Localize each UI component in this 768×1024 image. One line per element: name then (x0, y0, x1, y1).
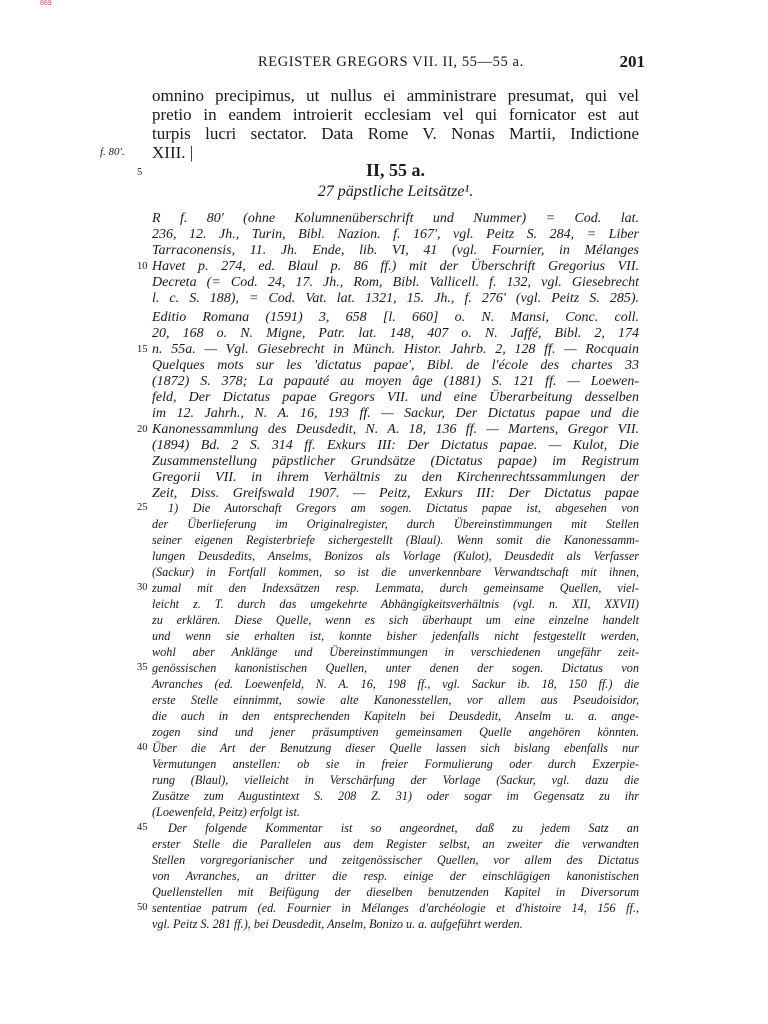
line-number: 5 (137, 167, 143, 178)
footnote-line: von Avranches, an dritter die resp. einige der einschlägigen kanonistischen (152, 869, 639, 883)
line-number: 40 (137, 742, 148, 753)
apparatus-line: (1872) S. 378; La papauté au moyen âge (1881) S. 121 ff. — Loewen- (152, 374, 639, 389)
line-number: 25 (137, 502, 148, 513)
apparatus-line: Quelques mots sur les 'dictatus papae', Bibl. de l'école des chartes 33 (152, 358, 639, 373)
body-text-line: XIII. | (152, 143, 194, 162)
page-number: 201 (619, 52, 645, 71)
footnote-line: Vermutungen anstellen: ob sie in freier Formulierung oder durch Exzerpie- (152, 757, 639, 771)
line-number: 35 (137, 662, 148, 673)
apparatus-line: Zeit, Diss. Greifswald 1907. — Peitz, Exkurs III: Der Dictatus papae (152, 486, 639, 501)
footnote-line: zogen sind und jener präsumptiven gemeinsamen Quelle angehören könnten. (152, 725, 639, 739)
body-text-line: turpis lucri sectator. Data Rome V. Nonas Martii, Indictione (152, 124, 639, 143)
apparatus-line: R f. 80' (ohne Kolumnenüberschrift und Nummer) = Cod. lat. (152, 211, 639, 226)
footnote-line: wohl aber Anklänge und Übereinstimmungen in verschiedenen ungefähr zeit- (152, 645, 639, 659)
line-number: 50 (137, 902, 148, 913)
line-number: 10 (137, 261, 148, 272)
line-number: 30 (137, 582, 148, 593)
footnote-line: zumal mit den Indexsätzen resp. Lemmata, durch gemeinsame Quellen, viel- (152, 581, 639, 595)
apparatus-line: feld, Der Dictatus papae Gregors VII. und eine Überarbeitung desselben (152, 390, 639, 405)
folio-margin-note: f. 80'. (100, 146, 125, 158)
footnote-line: seiner eigenen Registerbriefe sichergestellt (Blaul). Wenn somit die Kanonessamm- (152, 533, 639, 547)
section-title: II, 55 a. (365, 160, 425, 180)
footnote-line: Avranches (ed. Loewenfeld, N. A. 16, 198 ff., vgl. Sackur ib. 18, 150 ff.) die (152, 677, 639, 691)
body-text-line: omnino precipimus, ut nullus ei amministrare presumat, qui vel (152, 86, 639, 105)
footnote-line: und wenn sie erhalten ist, konnte bisher jedenfalls nicht festgestellt werden, (152, 629, 639, 643)
apparatus-line: Tarraconensis, 11. Jh. Ende, lib. VI, 41 (vgl. Fournier, in Mélanges (152, 243, 639, 258)
line-number: 15 (137, 344, 148, 355)
apparatus-line: l. c. S. 188), = Cod. Vat. lat. 1321, 15. Jh., f. 276' (vgl. Peitz S. 285). (152, 291, 639, 306)
page-header (230, 52, 645, 74)
line-number: 45 (137, 822, 148, 833)
apparatus-line: Zusammenstellung päpstlicher Grundsätze (Dictatus papae) im Registrum (152, 454, 639, 469)
footnote-line: (Sackur) in Fortfall kommen, so ist die unverkennbare Verwandtschaft mit ihnen, (152, 565, 639, 579)
running-head: REGISTER GREGORS VII. II, 55—55 a. (258, 54, 524, 70)
apparatus-line: Editio Romana (1591) 3, 658 [l. 660] o. N. Mansi, Conc. coll. (152, 310, 639, 325)
apparatus-line: Kanonessammlung des Deusdedit, N. A. 18, 136 ff. — Martens, Gregor VII. (152, 422, 639, 437)
footnote-line: erste Stelle einnimmt, sowie alte Kanonesstellen, vor allem aus Pseudoisidor, (152, 693, 639, 707)
footnote-line: Über die Art der Benutzung dieser Quelle lassen sich bislang ebenfalls nur (152, 741, 639, 755)
footnote-line: zu erklären. Diese Quelle, wenn es sich überhaupt um eine einzelne handelt (152, 613, 639, 627)
footnote-line: (Loewenfeld, Peitz) erfolgt ist. (152, 805, 300, 819)
apparatus-line: 236, 12. Jh., Turin, Bibl. Nazion. f. 167', vgl. Peitz S. 284, = Liber (152, 227, 639, 242)
footnote-line: vgl. Peitz S. 281 ff.), bei Deusdedit, Anselm, Bonizo u. a. aufgeführt werden. (152, 917, 523, 931)
footnote-line: lungen Deusdedits, Anselms, Bonizos als Vorlage (Kulot), Deusdedit als Verfasser (152, 549, 639, 563)
corner-mark: 869 (40, 0, 52, 7)
footnote-line: Quellenstellen mit Beifügung der dieselben benutzenden Kapitel in Diversorum (152, 885, 639, 899)
footnote-line: leicht z. T. durch das umgekehrte Abhängigkeitsverhältnis (vgl. n. XII, XXVII) (152, 597, 639, 611)
footnote-line: Stellen vorgregorianischer und zeitgenössischer Quellen, vor allem des Dictatus (152, 853, 639, 867)
footnote-line: rung (Blaul), vielleicht in Verschärfung der Vorlage (Sackur, vgl. dazu die (152, 773, 639, 787)
apparatus-line: Decreta (= Cod. 24, 17. Jh., Rom, Bibl. Vallicell. f. 132, vgl. Giesebrecht (152, 275, 639, 290)
body-text-line: pretio in eandem introierit ecclesiam vel qui fornicator est aut (152, 105, 639, 124)
footnote-line: die auch in den entsprechenden Kapiteln bei Deusdedit, Anselm u. a. ange- (152, 709, 639, 723)
footnote-line: erster Stelle die Parallelen aus dem Register selbst, an zweiter die verwandten (152, 837, 639, 851)
line-number: 20 (137, 424, 148, 435)
footnote-line: sententiae patrum (ed. Fournier in Mélanges d'archéologie et d'histoire 14, 156 ff., (152, 901, 639, 915)
footnote-line: Der folgende Kommentar ist so angeordnet, daß zu jedem Satz an (168, 821, 639, 835)
footnote-line: 1) Die Autorschaft Gregors am sogen. Dictatus papae ist, abgesehen von (168, 501, 639, 515)
apparatus-line: im 12. Jahrh., N. A. 16, 193 ff. — Sackur, Der Dictatus papae und die (152, 406, 639, 421)
section-subtitle: 27 päpstliche Leitsätze¹. (317, 183, 474, 200)
apparatus-line: Havet p. 274, ed. Blaul p. 86 ff.) mit der Überschrift Gregorius VII. (152, 259, 639, 274)
apparatus-line: Gregorii VII. in ihrem Verhältnis zu den Kirchenrechtssammlungen der (152, 470, 639, 485)
footnote-line: der Überlieferung im Originalregister, durch Übereinstimmungen mit Stellen (152, 517, 639, 531)
footnote-line: genössischen kanonistischen Quellen, unter denen der sogen. Dictatus von (152, 661, 639, 675)
footnote-line: Zusätze zum Augustintext S. 208 Z. 31) oder sogar im Gegensatz zu ihr (152, 789, 639, 803)
apparatus-line: n. 55a. — Vgl. Giesebrecht in Münch. Histor. Jahrb. 2, 128 ff. — Rocquain (152, 342, 639, 357)
apparatus-line: (1894) Bd. 2 S. 314 ff. Exkurs III: Der Dictatus papae. — Kulot, Die (152, 438, 639, 453)
apparatus-line: 20, 168 o. N. Migne, Patr. lat. 148, 407 o. N. Jaffé, Bibl. 2, 174 (152, 326, 639, 341)
